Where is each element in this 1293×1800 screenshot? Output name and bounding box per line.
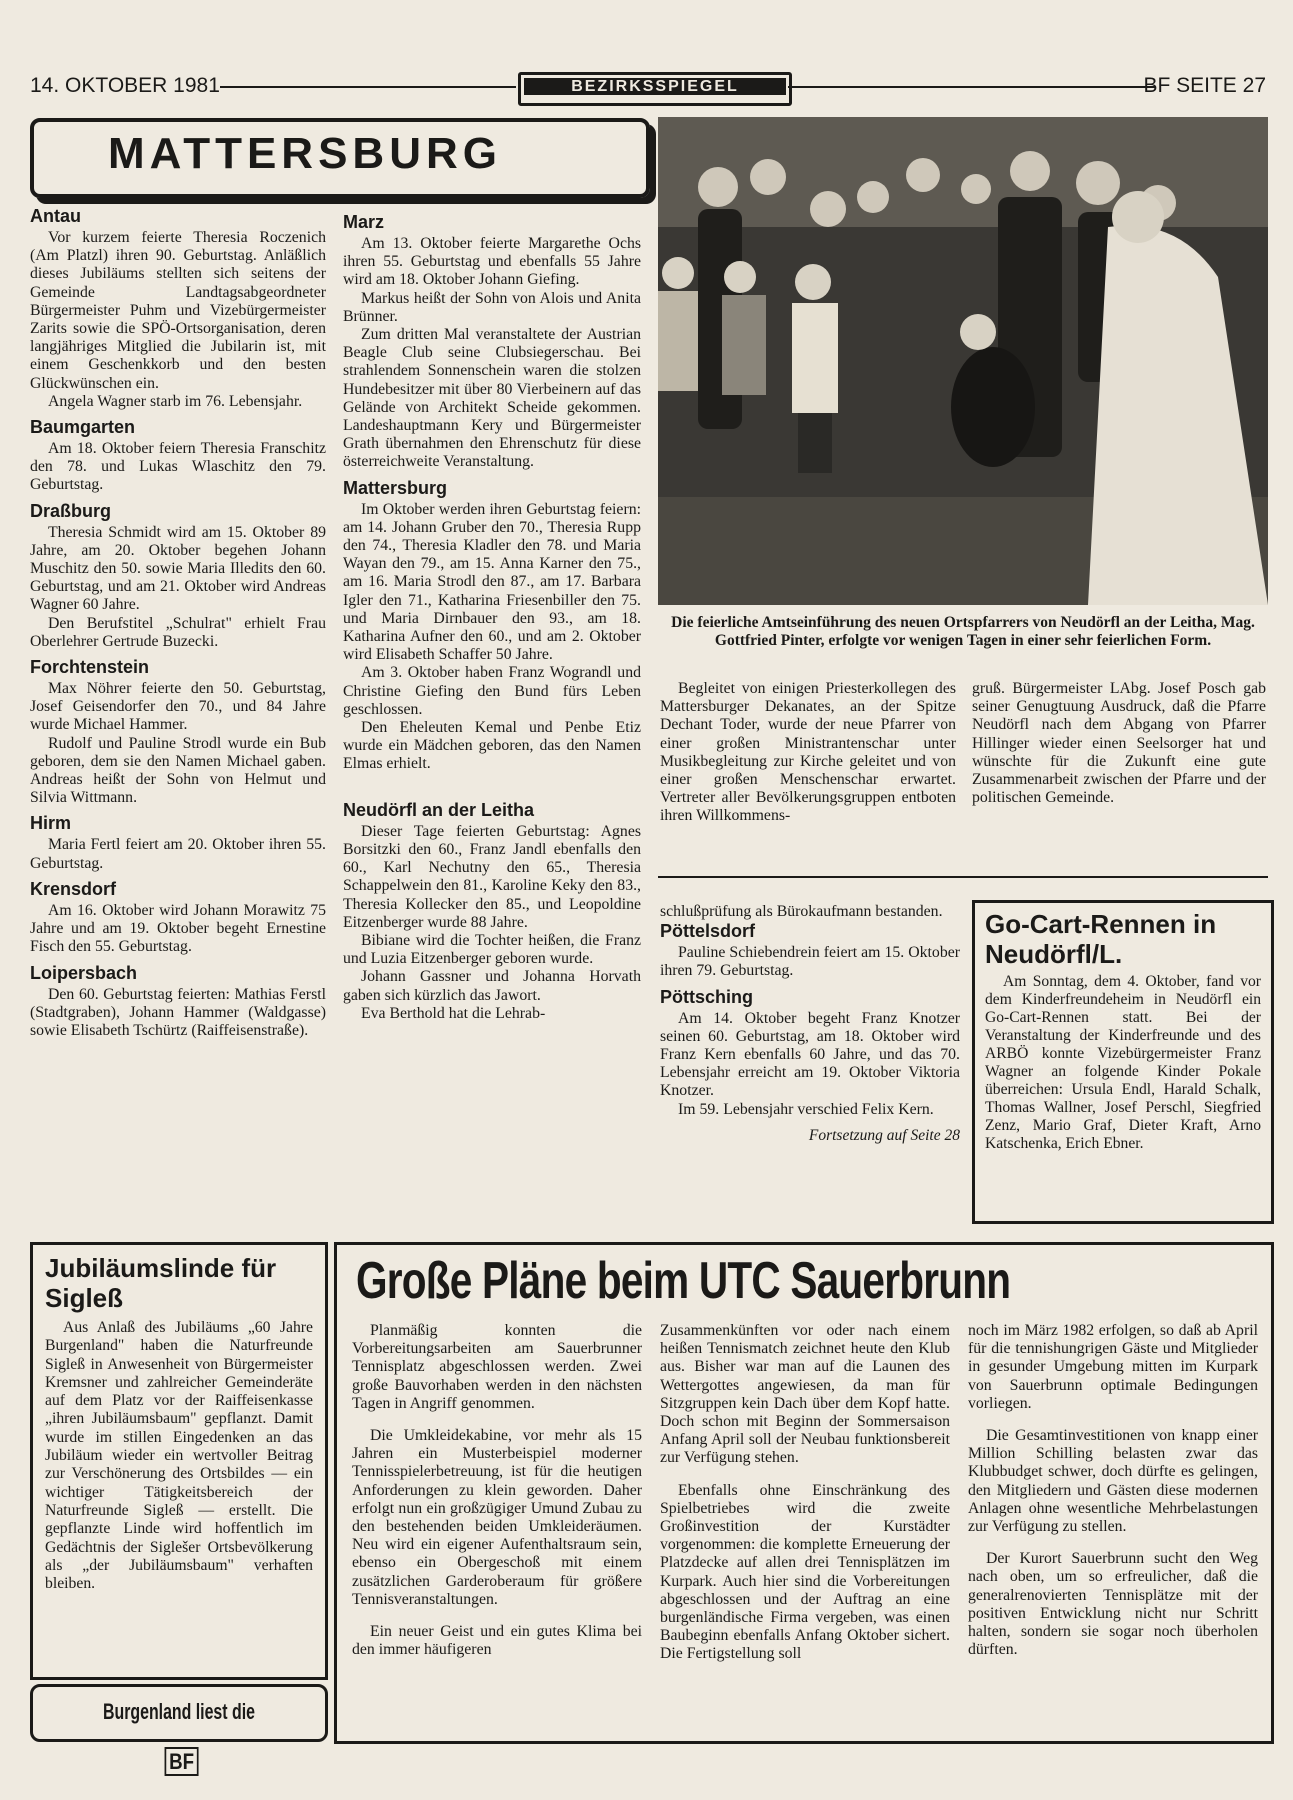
head-rule-right — [788, 86, 1156, 88]
col1-paragraph: Rudolf und Pauline Strodl wurde ein Bub geboren, dem sie den Namen Michael gaben. Andreas heißt der Sohn von Helmut und Silvia Wittmann. — [30, 734, 326, 807]
photo-illustration — [658, 117, 1268, 605]
utc-headline: Große Pläne beim UTC Sauerbrunn — [356, 1252, 1011, 1310]
jubilee-text — [45, 1319, 313, 1593]
col1-paragraph: Theresia Schmidt wird am 15. Oktober 89 Jahre, am 20. Oktober begehen Johann Muschitz den 50. sowie Maria Illedits den 60. Geburtstag, und am 21. Oktober wird Andreas Wagner 60 Jahre. — [30, 523, 326, 614]
utc-paragraph: Ebenfalls ohne Einschränkung des Spielbetriebes wird die zweite Großinvestition der Kurstädter vorgenommen: die komplette Erneuerung der Platzdecke auf allen drei Tennisplätzen im Kurpark. Auch hier sind die Vorbereitungen abgeschlossen und der Auftrag an eine burgenländische Firma vergeben, was einen Baubeginn ebenfalls Anfang Oktober sichert. Die Fertigstellung soll — [660, 1481, 950, 1663]
col2-heading-marz: Marz — [343, 212, 385, 232]
page-number: BF SEITE 27 — [1143, 74, 1266, 97]
continued-lead: schlußprüfung als Bürokaufmann bestanden. — [660, 903, 943, 920]
region-title: MATTERSBURG — [108, 129, 502, 178]
col1-heading-krensdorf: Krensdorf — [30, 878, 117, 899]
col1-heading-hirm: Hirm — [30, 813, 72, 834]
gocart-title: Go-Cart-Rennen in Neudörfl/L. — [985, 909, 1217, 969]
utc-column-1 — [352, 1322, 642, 1659]
photo-article-left-text: Begleitet von einigen Priesterkollegen des Mattersburger Dekanates, an der Spitze Dechant Toder, wurde der neue Pfarrer von einer großen Ministrantenschar unter Musikbegleitung zur Kirche geleitet und von einer großen Menschenschar erwartet. Vertreter aller Bevölkerungsgruppen entboten ihren Willkommens- — [660, 680, 956, 825]
utc-paragraph: Zusammenkünften vor oder nach einem heißen Tennismatch zeichnet heute den Klub aus. Bisher war man auf die Launen des Wettergottes angewiesen, da man für Sitzgruppen kein Dach über dem Kopf hatte. Doch schon mit Beginn der Sommersaison Anfang April soll der Neubau funktionsbereit zur Verfügung stehen. — [660, 1322, 950, 1467]
photo-article-right-text: gruß. Bürgermeister LAbg. Josef Posch gab seiner Genugtuung Ausdruck, daß die Pfarre Neudörfl nach dem Abgang von Pfarrer Hillinger wieder einen Seelsorger hat und wünschte für die Zukunft eine gute Zusammenarbeit zwischen der Pfarre und der politischen Gemeinde. — [972, 680, 1266, 807]
promo-box — [30, 1684, 328, 1774]
column-local-news-1 — [30, 206, 326, 1040]
utc-paragraph: Ein neuer Geist und ein gutes Klima bei den immer häufigeren — [352, 1623, 642, 1659]
continued-note: Fortsetzung auf Seite 28 — [808, 1126, 960, 1144]
col2-paragraph: Dieser Tage feierten Geburtstag: Agnes Borsitzki den 60., Franz Jandl ebenfalls den 60., Karl Nechutny den 65., Theresia Schappelwein den 81., Karoline Keky den 83., Theresia Kollecker den 85., und Leopoldine Eitzenberger wurde 88 Jahre. — [343, 822, 641, 931]
col2-paragraph: Den Eheleuten Kemal und Penbe Etiz wurde ein Mädchen geboren, das den Namen Elmas erhielt. — [343, 719, 641, 773]
utc-column-2 — [660, 1322, 950, 1664]
col2-paragraph: Bibiane wird die Tochter heißen, die Franz und Luzia Eitzenberger geboren wurde. — [343, 931, 641, 968]
section-label-box — [518, 72, 792, 106]
gocart-text — [985, 973, 1261, 1153]
col2-paragraph: Zum dritten Mal veranstaltete der Austrian Beagle Club seine Clubsiegerschau. Bei strahlendem Sonnenschein waren die stolzen Hundebesitzer mit über 80 Vierbeinern auf das Gelände von Architekt Scheide gekommen. Landeshauptmann Kery und Bürgermeister Grath übernahmen den Ehrenschutz für diese österreichweite Veranstaltung. — [343, 326, 641, 471]
col3-paragraph: Im 59. Lebensjahr verschied Felix Kern. — [678, 1100, 934, 1118]
col1-heading-baumgarten: Baumgarten — [30, 417, 136, 438]
utc-paragraph: Die Gesamtinvestitionen von knapp einer Million Schilling belasten zwar das Klubbudget schwer, doch dürfte es gelingen, den Mitgliedern und Gästen diese modernen Anlagen ohne wesentliche Mehrbelastungen zur Verfügung zu stellen. — [968, 1427, 1258, 1536]
photo-caption: Die feierliche Amtseinführung des neuen Ortspfarrers von Neudörfl an der Leitha, Mag. Gottfried Pinter, erfolgte vor wenigen Tagen in einer sehr feierlichen Form. — [671, 614, 1255, 649]
col1-paragraph: Max Nöhrer feierte den 50. Geburtstag, Josef Geisendorfer den 70., und 84 Jahre wurde Michael Hammer. — [30, 680, 326, 734]
issue-date: 14. OKTOBER 1981 — [30, 74, 220, 97]
col2-heading-neudörfl-an-der-leitha: Neudörfl an der Leitha — [343, 799, 535, 820]
col2-paragraph: Markus heißt der Sohn von Alois und Anita Brünner. — [343, 289, 641, 325]
gocart-body: Am Sonntag, dem 4. Oktober, fand vor dem Kinderfreundeheim in Neudörfl ein Go-Cart-Rennen statt. Bei der Veranstaltung der Kinderfreunde und des ARBÖ konnte Vizebürgermeister Franz Wagner an folgende Kinder Pokale überreichen: Ursula Endl, Harald Schalk, Thomas Wallner, Josef Perschl, Siegfried Zenz, Mario Graf, Dieter Kraft, Arno Katschenka, Erich Ebner. — [985, 973, 1261, 1152]
col3-heading-pöttsching: Pöttsching — [660, 986, 753, 1007]
col1-paragraph: Vor kurzem feierte Theresia Roczenich (Am Platzl) ihren 90. Geburtstag. Anläßlich dieses Jubiläums stellten sich seitens der Gemeinde Landtagsabgeordneter Bürgermeister Puhm und Vizebürgermeister Zarits sowie die SPÖ-Ortsorganisation, deren langjähriges Mitglied die Jubilarin ist, mit einem Geschenkkorb und den besten Glückwünschen ein. — [30, 229, 326, 392]
col2-paragraph: Im Oktober werden ihren Geburtstag feiern: am 14. Johann Gruber den 70., Theresia Rupp den 74., Theresia Kladler den 78. und Maria Wayan den 79., am 15. Anna Karner den 75., am 16. Maria Strodl den 87., am 17. Barbara Igler den 71., Katharina Friesenbiller den 75. und Maria Dirnbauer den 93., am 18. Katharina Aufner den 60., und am 2. Oktober wird Elisabeth Schaffer 50 Jahre. — [343, 500, 641, 664]
col1-paragraph: Am 18. Oktober feiern Theresia Franschitz den 78. und Lukas Wlaschitz den 79. Geburtstag. — [30, 440, 326, 494]
col1-heading-antau: Antau — [30, 206, 81, 226]
promo-text: Burgenland liest die — [103, 1699, 255, 1724]
col2-heading-mattersburg: Mattersburg — [343, 477, 448, 498]
jubilee-box — [30, 1242, 328, 1680]
utc-paragraph: Planmäßig konnten die Vorbereitungsarbeiten am Sauerbrunner Tennisplatz abgeschlossen werden. Zwei große Bauvorhaben werden in den nächsten Tagen in Angriff genommen. — [352, 1322, 642, 1412]
head-rule-left — [220, 86, 516, 88]
photo-article-rule — [658, 876, 1268, 878]
col1-paragraph: Angela Wagner starb im 76. Lebensjahr. — [48, 392, 303, 410]
col2-paragraph: Am 13. Oktober feierte Margarethe Ochs ihren 55. Geburtstag und ebenfalls 55 Jahre wird am 18. Oktober Johann Giefing. — [343, 235, 641, 289]
jubilee-title: Jubiläumslinde für Sigleß — [45, 1253, 277, 1313]
column-local-news-3 — [660, 903, 960, 1145]
jubilee-body: Aus Anlaß des Jubiläums „60 Jahre Burgenland" haben die Naturfreunde Sigleß in Anwesenheit von Bürgermeister Kremsner und zahlreicher Gemeinderäte auf dem Platz vor der Raiffeisenkasse „ihren Jubiläumsbaum" gepflanzt. Damit wurde im stillen Eingedenken an das Jubiläum wieder ein wertvoller Beitrag zur Verschönerung des Ortsbildes — ein wichtiger Tätigkeitsbereich der Naturfreunde Sigleß — erstellt. Die gepflanzte Linde wird hoffentlich im Gedächtnis der Siglešer Ortsbevölkerung als „der Jubiläumsbaum" verhaften bleiben. — [45, 1319, 313, 1593]
region-banner — [30, 118, 650, 198]
column-local-news-2 — [343, 206, 641, 1023]
section-label: BEZIRKSSPIEGEL — [524, 78, 786, 95]
news-photo — [658, 117, 1268, 605]
photo-article-left — [660, 680, 956, 826]
col3-paragraph: Am 14. Oktober begeht Franz Knotzer seinen 60. Geburtstag, am 18. Oktober wird Franz Kern ebenfalls 60 Jahre, und das 70. Lebensjahr erreicht am 19. Oktober Viktoria Knotzer. — [660, 1009, 960, 1100]
col1-paragraph: Maria Fertl feiert am 20. Oktober ihren 55. Geburtstag. — [30, 836, 326, 872]
utc-paragraph: Die Umkleidekabine, vor mehr als 15 Jahren ein Musterbeispiel moderner Tennisspielerbetreuung, ist für die heutigen Anforderungen zu klein geworden. Daher erfolgt nun ein großzügiger Umund Zubau zu den bestehenden beiden Umkleideräumen. Neu wird ein eigener Aufenthaltsraum sein, ebenso ein Obergeschoß mit einem zusätzlichen Garderoberaum für größere Tennisveranstaltungen. — [352, 1427, 642, 1608]
col3-paragraph: Pauline Schiebendrein feiert am 15. Oktober ihren 79. Geburtstag. — [660, 944, 960, 980]
col2-paragraph: Am 3. Oktober haben Franz Wograndl und Christine Giefing den Bund fürs Leben geschlossen. — [343, 664, 641, 718]
running-head — [30, 72, 1266, 102]
gocart-box — [972, 900, 1274, 1224]
utc-paragraph: Der Kurort Sauerbrunn sucht den Weg nach oben, um so erfreulicher, daß die generalrenovierten Tennisplätze mit der positiven Entwicklung nicht nur Schritt halten, sondern sie sogar noch überholen dürften. — [968, 1550, 1258, 1659]
photo-article-right — [972, 680, 1266, 807]
utc-column-3 — [968, 1322, 1258, 1659]
col2-paragraph: Eva Berthold hat die Lehrab- — [361, 1004, 546, 1022]
utc-paragraph: noch im März 1982 erfolgen, so daß ab April für die tennishungrigen Gäste und Mitglieder in gesunder Umgebung mitten im Kurpark von Sauerbrunn optimale Bedingungen vorliegen. — [968, 1322, 1258, 1412]
col2-paragraph: Johann Gassner und Johanna Horvath gaben sich kürzlich das Jawort. — [343, 968, 641, 1004]
col1-paragraph: Den Berufstitel „Schulrat" erhielt Frau Oberlehrer Gertrude Buzecki. — [30, 614, 326, 650]
col3-heading-pöttelsdorf: Pöttelsdorf — [660, 921, 756, 942]
bf-logo: BF — [165, 1747, 198, 1776]
col1-paragraph: Am 16. Oktober wird Johann Morawitz 75 Jahre und am 19. Oktober begeht Ernestine Fisch den 55. Geburtstag. — [30, 901, 326, 956]
col3-sections — [660, 921, 960, 1119]
col1-heading-loipersbach: Loipersbach — [30, 962, 138, 983]
col1-heading-forchtenstein: Forchtenstein — [30, 657, 150, 678]
col1-heading-draßburg: Draßburg — [30, 500, 111, 521]
col1-paragraph: Den 60. Geburtstag feierten: Mathias Ferstl (Stadtgraben), Johann Hammer (Waldgasse) sowie Elisabeth Tschürtz (Raiffeisenstraße). — [30, 985, 326, 1039]
